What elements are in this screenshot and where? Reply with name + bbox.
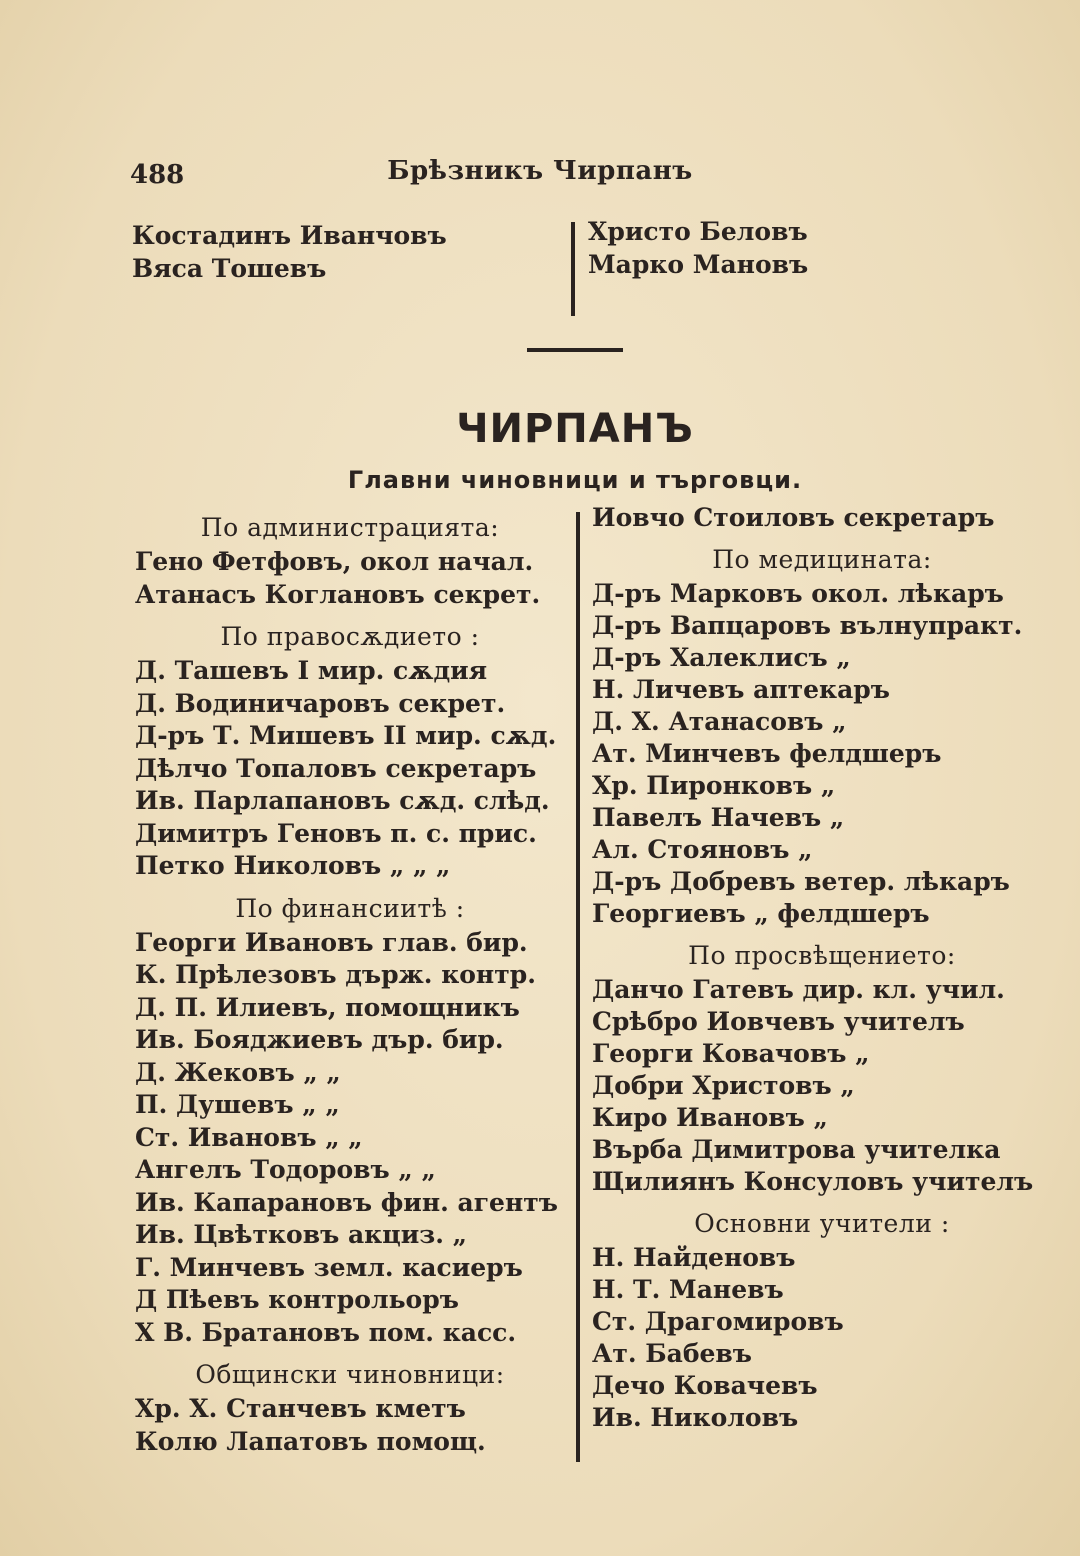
running-title: Брѣзникъ Чирпанъ [387,156,693,186]
entry-line: Г. Минчевъ земл. касиеръ [135,1252,523,1282]
entry-line: Н. Найденовъ [592,1243,796,1272]
entry-line: Д Пѣевъ контрольоръ [135,1285,459,1314]
section [592,534,1052,930]
entry-line: Ат. Бабевъ [592,1339,752,1368]
top-right-line: Христо Беловъ [588,217,808,246]
section-heading: Основни учители : [694,1209,950,1238]
entry-line: Добри Христовъ „ [592,1071,855,1100]
entry-line: Данчо Гатевъ дир. кл. учил. [592,975,1005,1004]
city-subtitle: Главни чиновници и търговци. [347,466,803,494]
entry-line: Иовчо Стоиловъ секретаръ [592,503,995,532]
main-column-divider [576,512,580,1462]
entry-line: Хр. Пиронковъ „ [592,771,836,800]
entry-line: Ив. Парлапановъ сѫд. слѣд. [135,786,550,815]
entry-line: Колю Лапатовъ помощ. [135,1426,486,1456]
entry-line: Д-ръ Халеклисъ „ [592,643,851,672]
entry-line: Петко Николовъ „ „ „ [135,851,451,880]
section [135,1349,565,1458]
top-left-line: Костадинъ Иванчовъ [132,221,447,250]
entry-line: Ив. Капарановъ фин. агентъ [135,1187,558,1217]
entry-line: Киро Ивановъ „ [592,1103,828,1132]
entry-line: Ат. Минчевъ фелдшеръ [592,739,942,768]
section-heading: По медицината: [712,545,932,574]
top-block-right [588,216,808,281]
entry-line: Димитръ Геновъ п. с. прис. [135,818,537,848]
section [135,510,565,611]
top-column-divider [571,222,575,316]
entry-line: Д-ръ Марковъ окол. лѣкаръ [592,579,1004,608]
entry-line: Д. П. Илиевъ, помощникъ [135,992,520,1022]
section-heading: Общински чиновници: [195,1360,505,1389]
entry-line: К. Прѣлезовъ държ. контр. [135,960,536,989]
entry-line: Д. Х. Атанасовъ „ [592,707,847,736]
section [592,502,1052,534]
entry-line: Д-ръ Т. Мишевъ II мир. сѫд. [135,721,557,750]
entry-line: Павелъ Начевъ „ [592,803,845,832]
entry-line: Ал. Стояновъ „ [592,835,813,864]
section-heading: По администрацията: [200,513,500,542]
entry-line: Ив. Бояджиевъ дър. бир. [135,1025,504,1054]
entry-line: Ив. Николовъ [592,1403,799,1432]
entry-line: Н. Личевъ аптекаръ [592,675,890,704]
entry-line: Ангелъ Тодоровъ „ „ [135,1155,436,1184]
entry-line: Срѣбро Иовчевъ учителъ [592,1007,965,1036]
section-heading: По правосѫдието : [220,622,480,651]
entry-line: Ив. Цвѣтковъ акциз. „ [135,1220,467,1249]
entry-line: Върба Димитрова учителка [592,1135,1001,1164]
entry-line: Н. Т. Маневъ [592,1275,784,1304]
section [592,1198,1052,1434]
section [592,930,1052,1198]
section-separator-rule [527,348,623,352]
entry-line: Д-ръ Вапцаровъ вълнупракт. [592,611,1023,640]
entry-line: Ст. Драгомировъ [592,1307,844,1336]
entry-line: Георги Ковачовъ „ [592,1039,870,1068]
entry-line: Гено Фетфовъ, окол начал. [135,547,534,576]
left-column [135,510,565,1458]
section-heading: По просвѣщението: [688,941,956,970]
entry-line: Дечо Ковачевъ [592,1371,818,1400]
entry-line: Дѣлчо Топаловъ секретаръ [135,753,537,783]
entry-line: Георгиевъ „ фелдшеръ [592,899,930,928]
entry-line: Д-ръ Добревъ ветер. лѣкаръ [592,867,1010,896]
entry-line: Ст. Ивановъ „ „ [135,1122,363,1152]
entry-line: Д. Ташевъ I мир. сѫдия [135,656,488,685]
entry-line: Хр. Х. Станчевъ кметъ [135,1394,466,1423]
entry-line: Щилиянъ Консуловъ учителъ [592,1167,1034,1196]
entry-line: Х В. Братановъ пом. касс. [135,1317,517,1347]
right-column [592,502,1052,1434]
entry-line: Д. Жековъ „ „ [135,1057,341,1087]
top-right-line: Марко Мановъ [588,249,809,279]
page-number: 488 [130,160,185,190]
top-left-line: Вяса Тошевъ [132,253,327,283]
entry-line: Георги Ивановъ глав. бир. [135,927,528,957]
entry-line: Атанасъ Коглановъ секрет. [135,579,541,609]
city-title: ЧИРПАНЪ [456,406,694,452]
section [135,883,565,1350]
entry-line: Д. Водиничаровъ секрет. [135,688,506,718]
section [135,611,565,883]
top-block-left [132,220,447,285]
section-heading: По финансиитѣ : [235,893,465,923]
entry-line: П. Душевъ „ „ [135,1090,340,1119]
